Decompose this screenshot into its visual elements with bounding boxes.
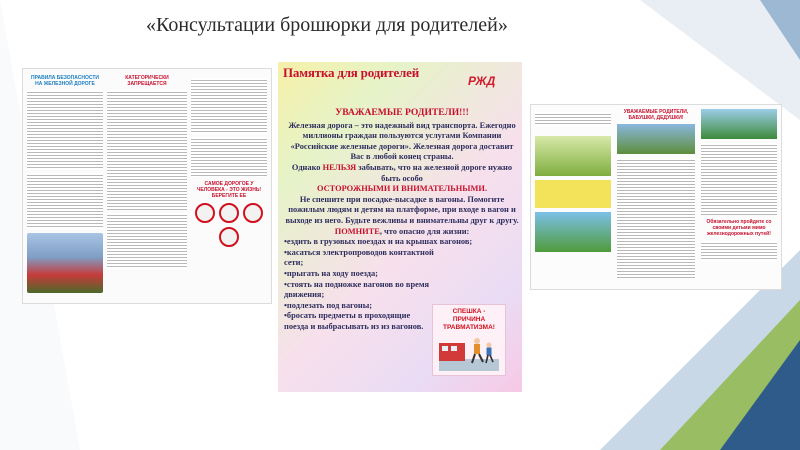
right-brochure-col-2: [617, 109, 695, 285]
right-brochure-heading: УВАЖАЕМЫЕ РОДИТЕЛИ, БАБУШКИ, ДЕДУШКИ!: [623, 109, 689, 121]
poster-paragraph-3: Не спешите при посадке-высадке в вагоны. Помогите пожилым людям и детям на платформе, при входе в вагон и выходе из него. Будьте вежливы и внимательны друг к другу.: [285, 194, 519, 225]
para2-prefix: Однако: [291, 162, 323, 172]
prohibition-sign-icon: [219, 227, 239, 247]
poster-heading: УВАЖАЕМЫЕ РОДИТЕЛИ!!!: [335, 107, 469, 118]
text-block: [701, 143, 777, 215]
danger-item: •касаться электропроводов контактной сети;: [284, 247, 434, 268]
left-brochure-col-2: [107, 75, 187, 297]
prohibition-sign-icon: [243, 203, 263, 223]
prohibition-sign-icon: [219, 203, 239, 223]
danger-item: •стоять на подножке вагонов во время движения;: [284, 279, 430, 300]
rzd-logo: РЖД: [468, 74, 496, 88]
parent-memo-poster: [278, 62, 522, 392]
text-block: [107, 90, 187, 210]
right-brochure-image: [530, 104, 782, 290]
right-brochure-col-3: [701, 109, 777, 285]
train-photo: [701, 109, 777, 139]
remember-suffix: , что опасно для жизни:: [379, 226, 470, 236]
poster-title: Памятка для родителей: [283, 65, 420, 80]
text-block: [27, 90, 103, 170]
right-brochure-red-text: Обязательно пройдите со своими детьми мимо железнодорожных путей!: [706, 219, 772, 237]
text-block: [107, 213, 187, 269]
prohibition-signs: [191, 203, 267, 247]
train-photo: [617, 124, 695, 154]
right-brochure-col-1: [535, 109, 611, 285]
text-block: [535, 112, 611, 126]
train-children-illustration: [27, 233, 103, 293]
children-illustration: [535, 136, 611, 176]
forbidden-heading: КАТЕГОРИЧЕСКИ ЗАПРЕЩАЕТСЯ: [125, 75, 169, 87]
left-brochure-heading: ПРАВИЛА БЕЗОПАСНОСТИ НА ЖЕЛЕЗНОЙ ДОРОГЕ: [30, 75, 100, 87]
text-block: [701, 241, 777, 261]
left-brochure-col-3: [191, 75, 267, 297]
danger-item: •ездить в грузовых поездах и на крышах вагонов;: [284, 237, 473, 247]
speed-warning-text: СПЕШКА - ПРИЧИНА ТРАВМАТИЗМА!: [443, 308, 495, 331]
warning-text: САМОЕ ДОРОГОЕ У ЧЕЛОВЕКА - ЭТО ЖИЗНЬ! БЕРЕГИТЕ ЕЕ: [196, 181, 262, 199]
left-brochure-image: [22, 68, 272, 304]
danger-item: •прыгать на ходу поезда;: [284, 268, 378, 278]
text-block: [617, 158, 695, 278]
para2-suffix: забывать, что на железной дороге нужно быть особо: [356, 162, 513, 183]
poster-uppercase-warning: ОСТОРОЖНЫМИ И ВНИМАТЕЛЬНЫМИ.: [316, 184, 488, 194]
prohibition-sign-icon: [195, 203, 215, 223]
danger-item: •подлезать под вагоны;: [284, 300, 373, 310]
yellow-panel: [535, 180, 611, 208]
text-block: [191, 137, 267, 177]
running-people-illustration: [439, 329, 499, 371]
text-block: [27, 173, 103, 229]
poster-body: [284, 108, 520, 332]
left-brochure-col-1: [27, 75, 103, 297]
poster-paragraph-2: [284, 163, 520, 184]
para2-red: НЕЛЬЗЯ: [322, 162, 357, 172]
danger-item: •бросать предметы в проходящие поезда и выбрасывать из из вагонов.: [284, 311, 424, 331]
poster-remember-line: [284, 227, 520, 238]
trains-illustration: [535, 212, 611, 252]
remember-word: ПОМНИТЕ: [334, 226, 380, 236]
poster-paragraph-1: Железная дорога – это надежный вид транспорта. Ежегодно миллионы граждан пользуются услугами Компании «Российские железные дороги». Железная дорога доставит Вас в любой конец страны.: [288, 120, 516, 162]
text-block: [191, 78, 267, 134]
slide-title: «Консультации брошюрки для родителей»: [146, 14, 508, 36]
speed-warning-box: [432, 304, 506, 376]
